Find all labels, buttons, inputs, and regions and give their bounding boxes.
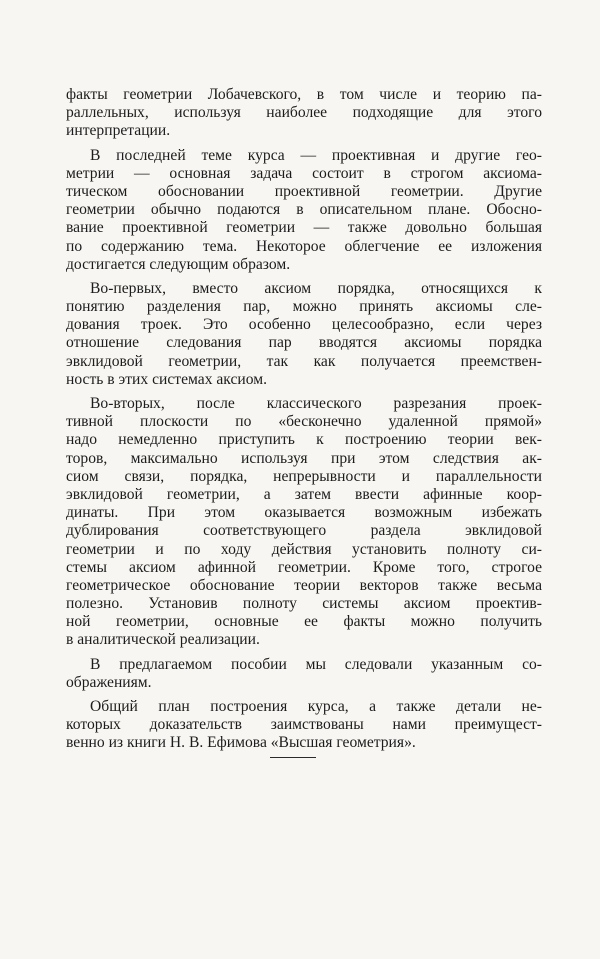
text-line: сиом связи, порядка, непрерывности и параллельности — [66, 467, 542, 485]
text-line: интерпретации. — [66, 122, 171, 140]
section-end-divider — [270, 757, 316, 758]
text-line: вание проективной геометрии — также довольно большая — [66, 219, 542, 237]
text-line: факты геометрии Лобачевского, в том числе и теорию па- — [66, 86, 542, 103]
text-line: понятию разделения пар, можно принять аксиомы сле- — [66, 298, 542, 316]
paragraph-2 — [66, 147, 542, 274]
text-line: ображениям. — [66, 673, 152, 691]
text-line: Во-первых, вместо аксиом порядка, относящихся к — [90, 279, 542, 297]
text-line: эвклидовой геометрии, так как получается преемствен- — [66, 352, 542, 370]
paragraph-1 — [66, 86, 542, 141]
text-line: В последней теме курса — проективная и другие гео- — [90, 146, 542, 164]
text-line: метрии — основная задача состоит в строгом аксиома- — [66, 164, 542, 182]
text-line: дования троек. Это особенно целесообразно, если через — [66, 316, 542, 334]
text-line: надо немедленно приступить к построению теории век- — [66, 431, 542, 449]
text-line: дублирования соответствующего раздела эвклидовой — [66, 522, 542, 540]
text-line: отношение следования пар вводятся аксиомы порядка — [66, 334, 542, 352]
text-line: геометрии обычно подаются в описательном плане. Обосно- — [66, 201, 542, 219]
text-line: достигается следующим образом. — [66, 255, 291, 273]
text-line: тивной плоскости по «бесконечно удаленной прямой» — [66, 413, 542, 431]
text-line: тическом обосновании проективной геометрии. Другие — [66, 182, 542, 200]
text-line: ность в этих системах аксиом. — [66, 370, 268, 388]
text-line: которых доказательств заимствованы нами преимущест- — [66, 716, 542, 734]
paragraph-6 — [66, 698, 542, 753]
text-line: полезно. Установив полноту системы аксиом проектив- — [66, 595, 542, 613]
text-line: эвклидовой геометрии, а затем ввести афинные коор- — [66, 485, 542, 503]
text-line: геометрическое обоснование теории векторов также весьма — [66, 576, 542, 594]
text-line: торов, максимально используя при этом следствия ак- — [66, 449, 542, 467]
text-line: по содержанию тема. Некоторое облегчение ее изложения — [66, 237, 542, 255]
text-line: В предлагаемом пособии мы следовали указанным со- — [90, 655, 542, 673]
text-line: Во-вторых, после классического разрезания проек- — [90, 395, 542, 412]
text-line: раллельных, используя наиболее подходящие для этого — [66, 104, 542, 122]
text-line: динаты. При этом оказывается возможным избежать — [66, 504, 542, 522]
paragraph-3 — [66, 280, 542, 389]
page-body — [66, 86, 542, 759]
paragraph-5 — [66, 656, 542, 692]
text-line: Общий план построения курса, а также детали не- — [90, 698, 542, 715]
text-line: геометрии и по ходу действия установить полноту си- — [66, 540, 542, 558]
text-line: ной геометрии, основные ее факты можно получить — [66, 613, 542, 631]
paragraph-4 — [66, 395, 542, 650]
text-line: венно из книги Н. В. Ефимова «Высшая геометрия». — [66, 734, 416, 752]
text-line: в аналитической реализации. — [66, 631, 260, 649]
text-line: стемы аксиом афинной геометрии. Кроме того, строгое — [66, 558, 542, 576]
